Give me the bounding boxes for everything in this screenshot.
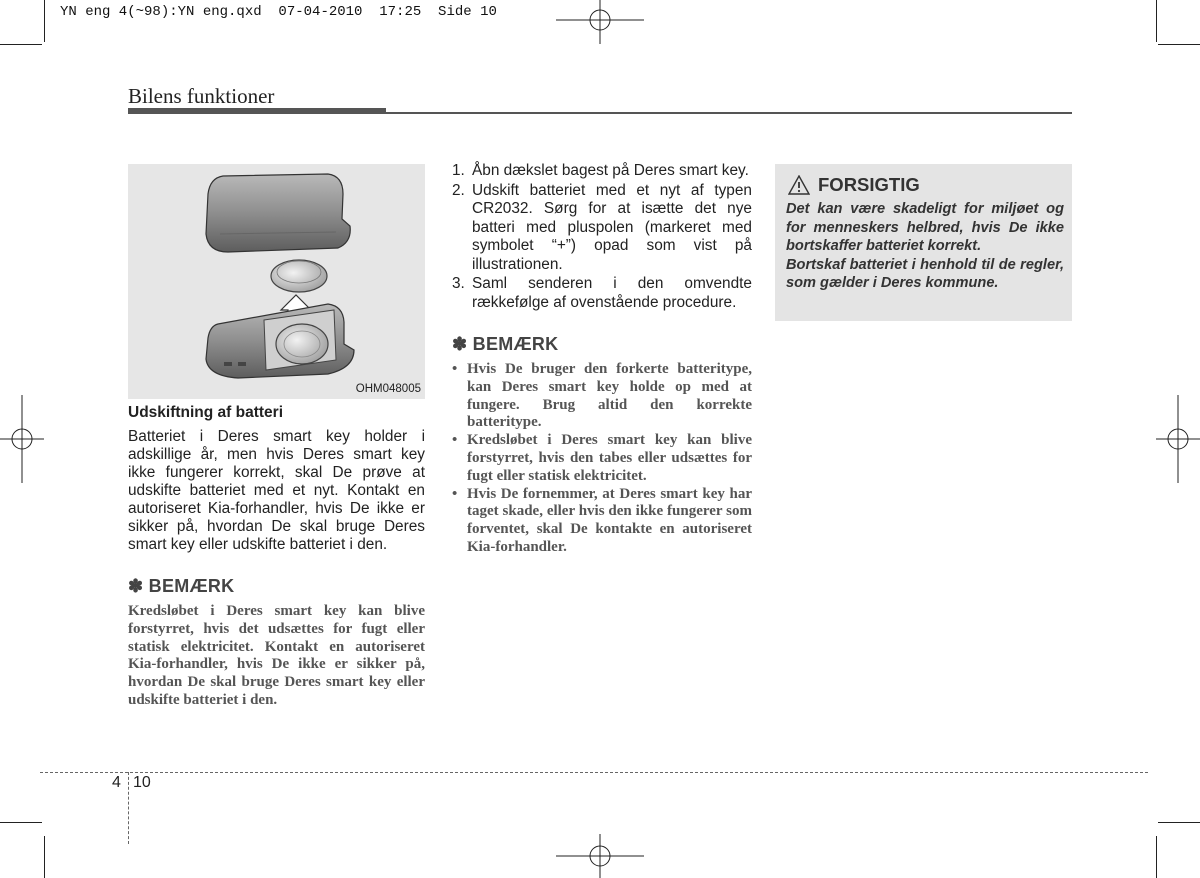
note-body-left: Kredsløbet i Deres smart key kan blive forstyrret, hvis det udsættes for fugt eller statisk elektricitet. Kontakt en autoriseret Kia-forhandler, hvis De ikke er sikker på, hvordan De skal bruge Deres smart key eller udskifte batteriet i den. <box>128 603 425 708</box>
registration-mark-bottom <box>556 834 644 878</box>
procedure-step: 3. Saml senderen i den omvendte rækkefølge af ovenstående procedure. <box>452 275 752 311</box>
battery-replacement-body: Batteriet i Deres smart key holder i adskillige år, men hvis Deres smart key ikke fungerer korrekt, skal De prøve at udskifte batteriet med et nyt. Kontakt en autoriseret Kia-forhandler, hvis De ikke er sikker på, hvordan De skal bruge Deres smart key eller udskifte batteriet i den. <box>128 428 425 553</box>
caution-box <box>775 164 1072 321</box>
crop-mark <box>1156 0 1157 42</box>
note-bullet: • Hvis De fornemmer, at Deres smart key har taget skade, eller hvis den ikke fungerer som forventet, skal De kontakte en autoriseret Kia-forhandler. <box>452 485 752 555</box>
registration-mark-right <box>1156 395 1200 483</box>
page-number: 10 <box>133 774 151 791</box>
note-bullet: • Hvis De bruger den forkerte batteritype, kan Deres smart key holde op med at fungere. Brug altid den korrekte batteritype. <box>452 361 752 431</box>
footer-dashed-divider <box>128 772 129 844</box>
warning-triangle-icon <box>788 175 810 195</box>
battery-replacement-heading: Udskiftning af batteri <box>128 404 284 421</box>
procedure-step: 2. Udskift batteriet med et nyt af typen CR2032. Sørg for at isætte det nye batteri med pluspolen (markeret med symbolet “+”) opad som vist på illustrationen. <box>452 181 752 273</box>
note-bullet: • Kredsløbet i Deres smart key kan blive forstyrret, hvis den tabes eller udsættes for fugt eller statisk elektricitet. <box>452 432 752 484</box>
note-title-middle: ✽ BEMÆRK <box>452 334 559 354</box>
crop-mark <box>0 44 42 45</box>
caution-heading <box>788 174 920 196</box>
header-rule-thick <box>128 108 386 114</box>
print-slug: YN eng 4(~98):YN eng.qxd 07-04-2010 17:25 Side 10 <box>60 4 497 20</box>
crop-mark <box>0 822 42 823</box>
crop-mark <box>1156 836 1157 878</box>
crop-mark <box>1158 44 1200 45</box>
caution-title: FORSIGTIG <box>818 174 920 195</box>
caution-paragraph: Bortskaf batteriet i henhold til de regler, som gælder i Deres kommune. <box>786 256 1064 291</box>
header-rule-thin <box>386 112 1072 114</box>
procedure-steps <box>452 162 752 312</box>
caution-body <box>786 200 1064 293</box>
crop-mark <box>44 836 45 878</box>
crop-mark <box>1158 822 1200 823</box>
registration-mark-top <box>556 0 644 44</box>
chapter-number: 4 <box>112 774 121 791</box>
registration-mark-left <box>0 395 44 483</box>
middle-column <box>452 162 752 557</box>
section-title: Bilens funktioner <box>128 84 275 108</box>
smart-key-illustration <box>128 164 425 399</box>
note-title-left: ✽ BEMÆRK <box>128 576 235 596</box>
footer-dashed-rule <box>40 772 1148 773</box>
caution-paragraph: Det kan være skadeligt for miljøet og for menneskers helbred, hvis De ikke bortskaffer batteriet korrekt. <box>786 201 1064 254</box>
procedure-step: 1. Åbn dækslet bagest på Deres smart key. <box>452 162 749 179</box>
crop-mark <box>44 0 45 42</box>
figure-code: OHM048005 <box>355 383 421 395</box>
note-bullets <box>452 361 752 557</box>
smart-key-battery-drawing <box>128 164 425 399</box>
left-column <box>128 404 425 710</box>
